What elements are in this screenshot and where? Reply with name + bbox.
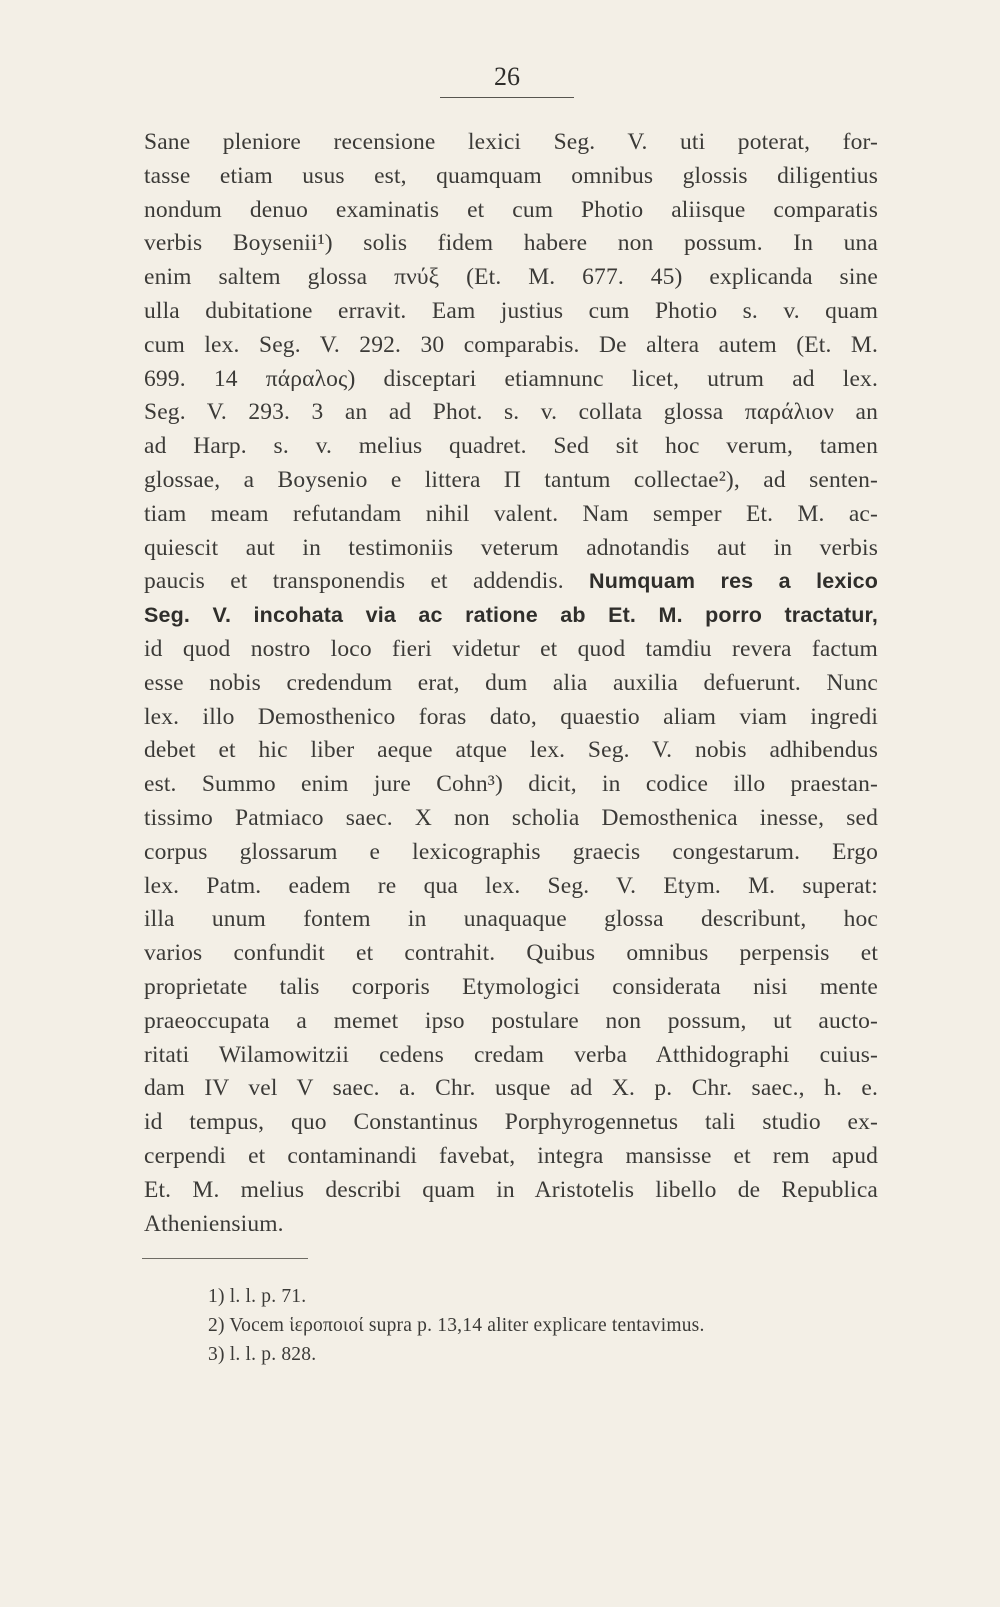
text-line: tissimo Patmiaco saec. X non scholia Demosthenica inesse, sed	[144, 804, 878, 831]
text-line: debet et hic liber aeque atque lex. Seg. V. nobis adhibendus	[144, 737, 878, 764]
text-line: varios confundit et contrahit. Quibus omnibus perpensis et	[144, 940, 878, 967]
text-line: glossae, a Boysenio e littera Π tantum collectae²), ad senten-	[144, 466, 878, 493]
text-line: cum lex. Seg. V. 292. 30 comparabis. De altera autem (Et. M.	[144, 331, 878, 358]
text-line-last: Atheniensium.	[144, 1210, 284, 1237]
text-line: dam IV vel V saec. a. Chr. usque ad X. p. Chr. saec., h. e.	[144, 1075, 878, 1102]
text-line: quiescit aut in testimoniis veterum adnotandis aut in verbis	[144, 534, 878, 561]
text-plain-segment: paucis et transponendis et addendis.	[144, 568, 564, 595]
text-line: id tempus, quo Constantinus Porphyrogennetus tali studio ex-	[144, 1109, 878, 1136]
text-line: Seg. V. 293. 3 an ad Phot. s. v. collata glossa παράλιον an	[144, 399, 878, 426]
text-line: proprietate talis corporis Etymologici considerata nisi mente	[144, 973, 878, 1000]
text-line: est. Summo enim jure Cohn³) dicit, in codice illo praestan-	[144, 771, 878, 798]
text-line: ulla dubitatione erravit. Eam justius cum Photio s. v. quam	[144, 297, 878, 324]
text-line: enim saltem glossa πνύξ (Et. M. 677. 45) explicanda sine	[144, 264, 878, 291]
text-line: cerpendi et contaminandi favebat, integra mansisse et rem apud	[144, 1142, 878, 1169]
text-line: 699. 14 πάραλος) disceptari etiamnunc licet, utrum ad lex.	[144, 365, 878, 392]
text-line: Sane pleniore recensione lexici Seg. V. uti poterat, for-	[144, 129, 878, 155]
body-text	[144, 126, 878, 1241]
text-line: lex. illo Demosthenico foras dato, quaestio aliam viam ingredi	[144, 703, 878, 730]
text-line: id quod nostro loco fieri videtur et quod tamdiu revera factum	[144, 635, 878, 662]
text-line: ad Harp. s. v. melius quadret. Sed sit hoc verum, tamen	[144, 433, 878, 460]
footnote: 3) l. l. p. 828.	[208, 1344, 317, 1365]
page-number: 26	[494, 62, 520, 91]
text-line-mixed	[144, 565, 878, 599]
text-line: corpus glossarum e lexicographis graecis congestarum. Ergo	[144, 838, 878, 865]
text-bold-segment: Numquam res a lexico	[589, 569, 878, 594]
text-line: nondum denuo examinatis et cum Photio aliisque comparatis	[144, 196, 878, 223]
text-line: praeoccupata a memet ipso postulare non possum, ut aucto-	[144, 1007, 878, 1034]
header-rule	[440, 97, 574, 98]
text-line: verbis Boysenii¹) solis fidem habere non possum. In una	[144, 230, 878, 257]
text-line: esse nobis credendum erat, dum alia auxilia defuerunt. Nunc	[144, 669, 878, 696]
text-line-bold: Seg. V. incohata via ac ratione ab Et. M. porro tractatur,	[144, 603, 878, 628]
text-line: ritati Wilamowitzii cedens credam verba Atthidographi cuius-	[144, 1041, 878, 1068]
footnote: 1) l. l. p. 71.	[208, 1286, 307, 1307]
text-line: lex. Patm. eadem re qua lex. Seg. V. Etym. M. superat:	[144, 872, 878, 899]
footnote-rule	[142, 1258, 308, 1259]
text-line: tasse etiam usus est, quamquam omnibus glossis diligentius	[144, 162, 878, 189]
text-line: tiam meam refutandam nihil valent. Nam semper Et. M. ac-	[144, 500, 878, 527]
footnotes	[208, 1282, 888, 1369]
text-line: illa unum fontem in unaquaque glossa describunt, hoc	[144, 906, 878, 933]
text-line: Et. M. melius describi quam in Aristotelis libello de Republica	[144, 1176, 878, 1203]
footnote: 2) Vocem ἱεροποιοί supra p. 13,14 aliter explicare tentavimus.	[208, 1315, 705, 1336]
